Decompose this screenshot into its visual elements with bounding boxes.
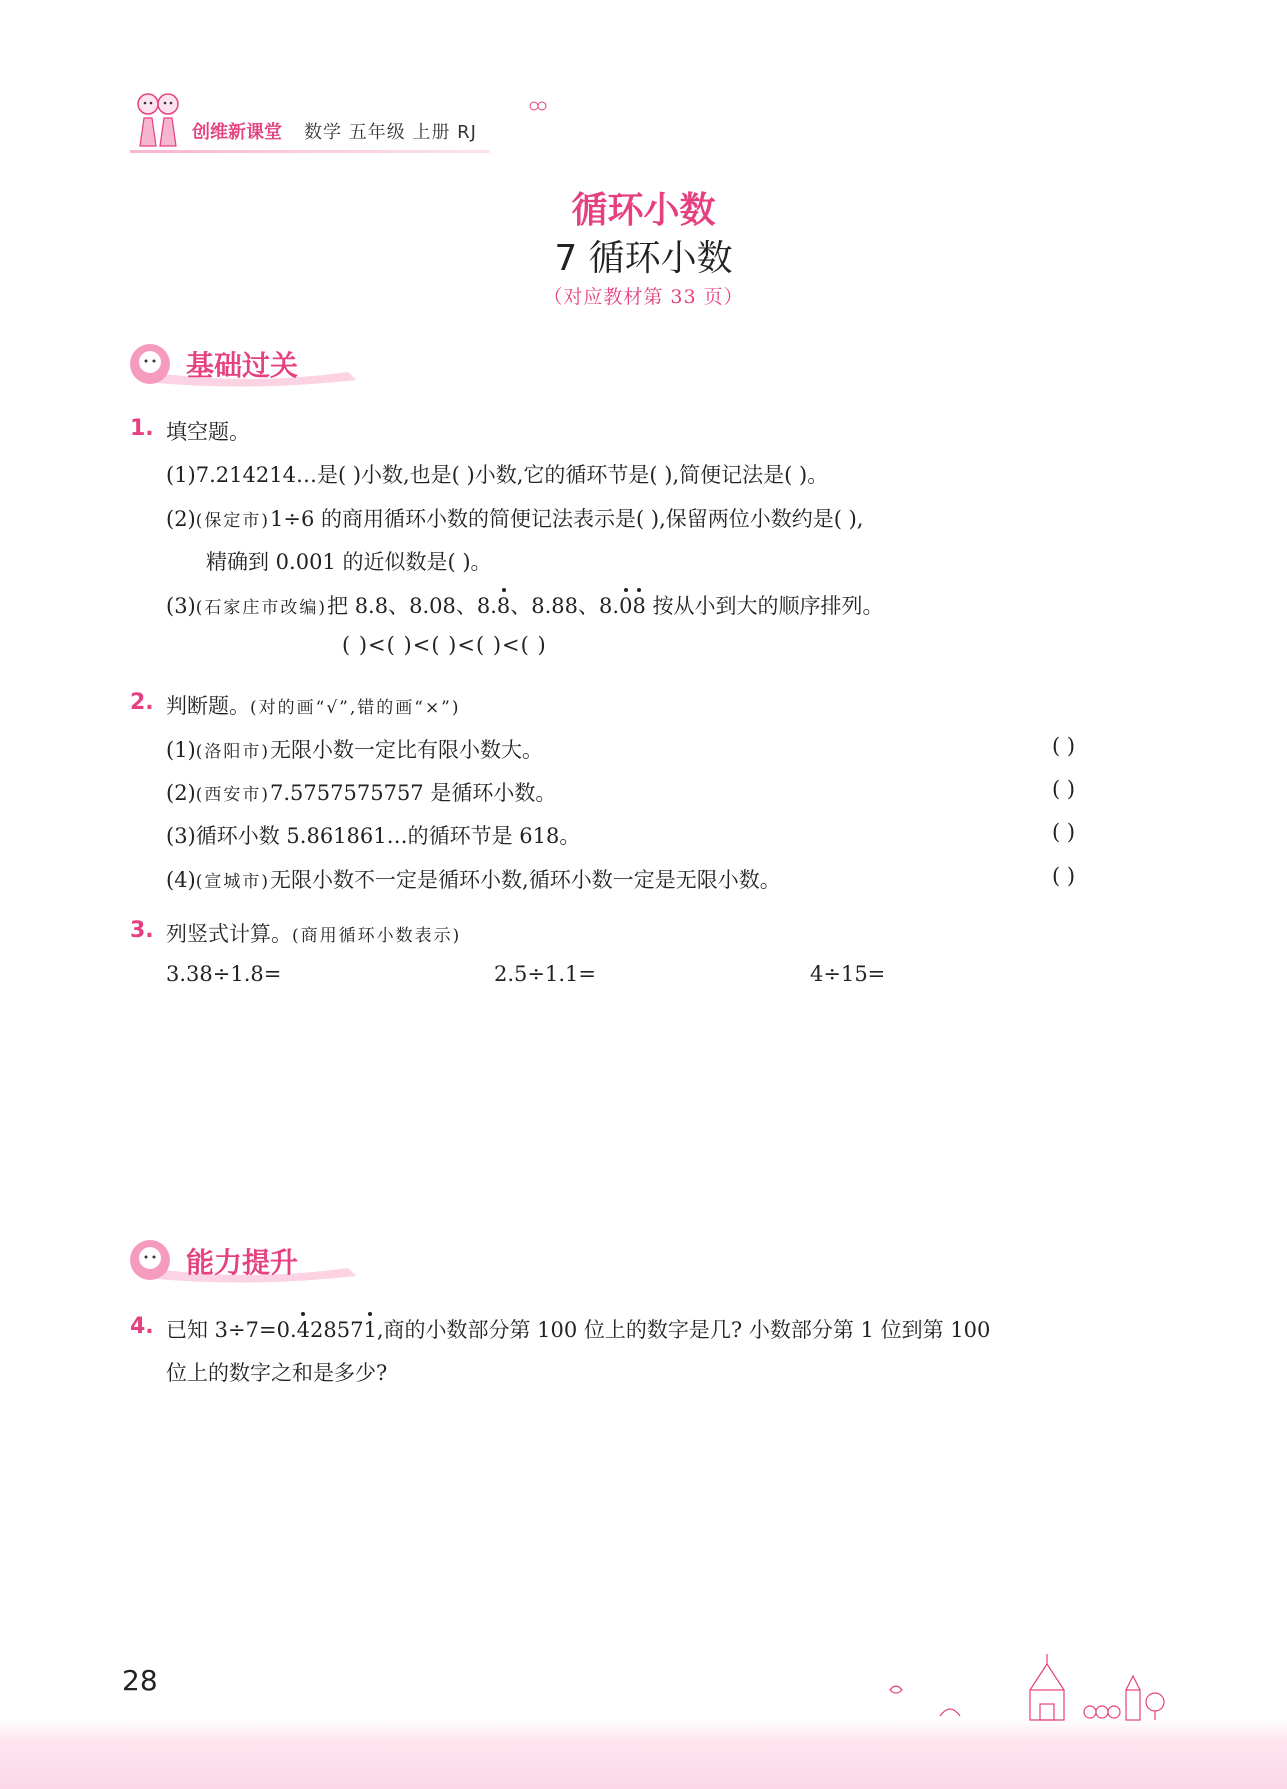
repeating-digit: 1 <box>363 1318 377 1342</box>
calculation-item: 2.5÷1.1= <box>494 962 596 986</box>
title-text: 判断题。 <box>166 694 250 718</box>
question-title <box>166 690 461 720</box>
question-title: 填空题。 <box>166 420 250 444</box>
answer-blank: ( ) <box>1052 777 1076 801</box>
castle-decoration-icon <box>880 1650 1170 1722</box>
q1-part3 <box>166 590 884 620</box>
question-hint: (对的画“√”,错的画“×”) <box>250 698 461 718</box>
question-number: 2. <box>130 690 154 715</box>
part-label: (2) <box>166 507 196 531</box>
book-info: 数学 五年级 上册 RJ <box>304 122 477 143</box>
repeating-digit: 8 <box>632 594 646 618</box>
kids-illustration-icon <box>128 88 188 148</box>
answer-blank: ( ) <box>1052 734 1076 758</box>
section-title-advanced: 能力提升 <box>186 1246 299 1279</box>
repeating-digit: 0 <box>619 594 633 618</box>
answer-blank: ( ) <box>1052 864 1076 888</box>
part-text: 把 8.8、8.08、8. <box>327 594 497 618</box>
q4-line1 <box>166 1314 990 1344</box>
section-title-basic: 基础过关 <box>186 349 299 382</box>
header-underline <box>130 150 490 153</box>
ordering-blanks: ( )<( )<( )<( )<( ) <box>342 633 547 657</box>
judgement-item <box>166 734 543 764</box>
item-label: (1) <box>166 738 196 762</box>
source-tag: (宣城市) <box>195 872 271 892</box>
q1-part2-cont: 精确到 0.001 的近似数是( )。 <box>206 550 492 574</box>
item-label: (2) <box>166 781 196 805</box>
page-number: 28 <box>122 1664 158 1697</box>
item-text: 循环小数 5.861861…的循环节是 618。 <box>195 824 581 848</box>
calculation-item: 3.38÷1.8= <box>166 962 282 986</box>
textbook-reference: （对应教材第 33 页） <box>543 286 744 308</box>
unit-title: 循环小数 <box>571 190 716 231</box>
lesson-title: 7 循环小数 <box>554 238 733 279</box>
q1-part2 <box>166 503 863 533</box>
item-text: 无限小数一定比有限小数大。 <box>270 738 544 762</box>
footer-band <box>0 1718 1287 1789</box>
part-label: (3) <box>166 594 196 618</box>
item-text: 7.5757575757 是循环小数。 <box>270 781 557 805</box>
calculation-item: 4÷15= <box>810 962 886 986</box>
q4-text: ,商的小数部分第 100 位上的数字是几? 小数部分第 1 位到第 100 <box>376 1318 991 1342</box>
source-tag: (石家庄市改编) <box>195 598 328 618</box>
question-hint: (商用循环小数表示) <box>292 926 462 946</box>
q4-line2: 位上的数字之和是多少? <box>166 1361 388 1385</box>
source-tag: (洛阳市) <box>195 742 271 762</box>
judgement-item <box>166 820 580 850</box>
part-text: 按从小到大的顺序排列。 <box>645 594 884 618</box>
q4-text: 已知 3÷7=0. <box>166 1318 297 1342</box>
q4-text: 2857 <box>310 1318 364 1342</box>
part-text: 1÷6 的商用循环小数的简便记法表示是( ),保留两位小数约是( ), <box>270 507 864 531</box>
question-number: 3. <box>130 918 154 943</box>
item-label: (3) <box>166 824 196 848</box>
source-tag: (保定市) <box>195 511 271 531</box>
item-label: (4) <box>166 868 196 892</box>
question-number: 1. <box>130 416 154 441</box>
flower-decoration-icon <box>528 98 548 114</box>
q1-part1: (1)7.214214…是( )小数,也是( )小数,它的循环节是( ),简便记法是( )。 <box>166 463 829 487</box>
part-text: 、8.88、8. <box>510 594 620 618</box>
question-number: 4. <box>130 1314 154 1339</box>
brand-name: 创维新课堂 <box>192 122 282 143</box>
repeating-digit: 8 <box>496 594 511 618</box>
source-tag: (西安市) <box>195 785 271 805</box>
title-text: 列竖式计算。 <box>166 922 292 946</box>
repeating-digit: 4 <box>296 1318 310 1342</box>
question-title <box>166 918 461 948</box>
item-text: 无限小数不一定是循环小数,循环小数一定是无限小数。 <box>270 868 781 892</box>
judgement-item <box>166 864 781 894</box>
answer-blank: ( ) <box>1052 820 1076 844</box>
judgement-item <box>166 777 556 807</box>
